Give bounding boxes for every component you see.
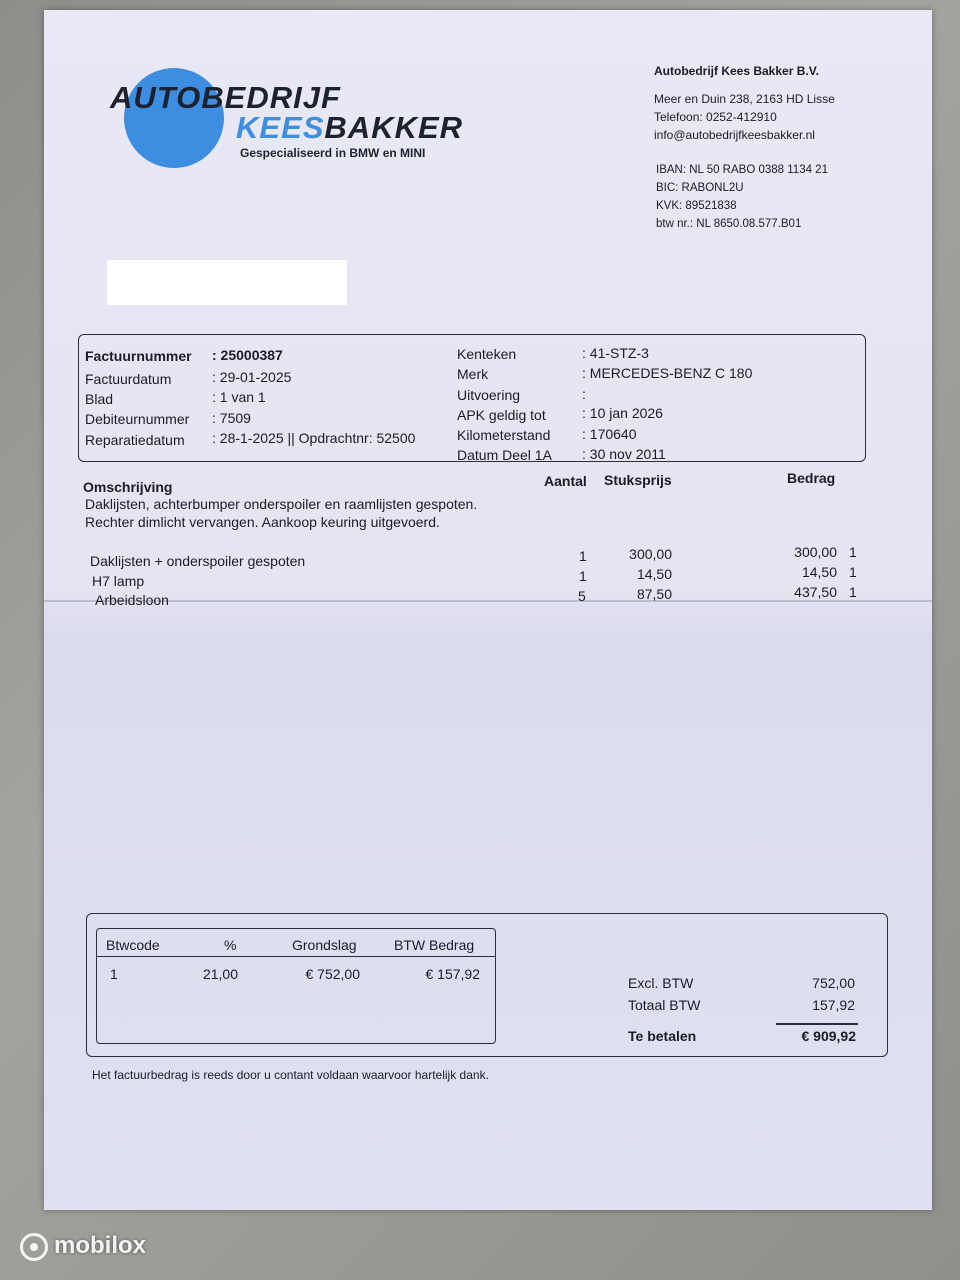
company-phone: Telefoon: 0252-412910 <box>654 110 777 124</box>
col-omschrijving: Omschrijving <box>83 479 173 495</box>
label-reparatiedatum: Reparatiedatum <box>85 432 185 448</box>
btw-header-grondslag: Grondslag <box>292 937 357 953</box>
label-apk: APK geldig tot <box>457 407 546 423</box>
btw-row-percent: 21,00 <box>202 966 238 982</box>
label-debiteurnummer: Debiteurnummer <box>85 411 190 427</box>
mobilox-text: mobilox <box>54 1232 147 1259</box>
label-uitvoering: Uitvoering <box>457 387 521 403</box>
total-excl-value: 752,00 <box>812 975 855 991</box>
total-sum-line <box>776 1023 858 1025</box>
btw-table-divider <box>96 956 496 957</box>
item-3-code: 1 <box>849 584 857 600</box>
company-email: info@autobedrijfkeesbakker.nl <box>654 128 815 142</box>
item-3-qty: 5 <box>578 588 586 604</box>
company-name: Autobedrijf Kees Bakker B.V. <box>654 64 819 78</box>
item-2-code: 1 <box>849 564 857 580</box>
company-kvk: KVK: 89521838 <box>656 200 737 212</box>
company-bic: BIC: RABONL2U <box>656 182 744 194</box>
value-blad: : 1 van 1 <box>212 389 266 405</box>
btw-row-grondslag: € 752,00 <box>305 966 360 982</box>
item-2-desc: H7 lamp <box>92 573 145 589</box>
total-btw-value: 157,92 <box>812 997 855 1013</box>
value-apk: : 10 jan 2026 <box>582 405 663 421</box>
value-reparatiedatum: : 28-1-2025 || Opdrachtnr: 52500 <box>212 430 416 446</box>
logo-bakker: BAKKER <box>324 110 464 145</box>
label-merk: Merk <box>457 366 489 382</box>
label-factuurdatum: Factuurdatum <box>85 371 172 387</box>
company-info <box>654 62 835 144</box>
label-blad: Blad <box>85 391 114 407</box>
bank-info <box>656 161 828 233</box>
value-merk: : MERCEDES-BENZ C 180 <box>582 365 753 381</box>
logo-autobedrijf: AUTOBEDRIJF <box>110 80 341 115</box>
item-3-desc: Arbeidsloon <box>95 592 169 608</box>
btw-header-percent: % <box>224 937 237 953</box>
item-2-price: 14,50 <box>636 566 672 582</box>
label-factuurnummer: Factuurnummer <box>85 348 192 364</box>
col-bedrag: Bedrag <box>787 470 836 486</box>
logo-tagline: Gespecialiseerd in BMW en MINI <box>240 146 426 160</box>
col-stuksprijs: Stuksprijs <box>604 472 672 488</box>
item-3-amount: 437,50 <box>794 584 837 600</box>
item-3-price: 87,50 <box>636 586 672 602</box>
btw-row-bedrag: € 157,92 <box>425 966 480 982</box>
logo-keesbakker <box>236 110 463 146</box>
company-iban: IBAN: NL 50 RABO 0388 1134 21 <box>656 164 828 176</box>
value-uitvoering: : <box>582 386 586 402</box>
logo-kees: KEES <box>236 110 325 145</box>
redacted-address <box>107 260 347 305</box>
item-1-amount: 300,00 <box>794 544 837 560</box>
total-btw-label: Totaal BTW <box>628 997 701 1013</box>
item-1-price: 300,00 <box>629 546 672 562</box>
company-address: Meer en Duin 238, 2163 HD Lisse <box>654 92 835 106</box>
item-2-qty: 1 <box>579 568 587 584</box>
item-1-qty: 1 <box>579 548 587 564</box>
label-kenteken: Kenteken <box>457 346 517 362</box>
value-kenteken: : 41-STZ-3 <box>582 345 649 361</box>
btw-row-code: 1 <box>110 966 118 982</box>
invoice-paper <box>44 10 932 1210</box>
item-2-amount: 14,50 <box>801 564 837 580</box>
footer-note: Het factuurbedrag is reeds door u contant voldaan waarvoor hartelijk dank. <box>92 1068 489 1082</box>
total-pay-value: € 909,92 <box>801 1028 856 1044</box>
label-kilometerstand: Kilometerstand <box>457 427 551 443</box>
label-datum-deel-1a: Datum Deel 1A <box>457 447 552 463</box>
total-pay-label: Te betalen <box>628 1028 697 1044</box>
item-1-code: 1 <box>849 544 857 560</box>
paper-fold <box>44 600 932 602</box>
value-factuurnummer: : 25000387 <box>212 347 283 363</box>
mobilox-logo-icon <box>20 1233 48 1261</box>
btw-header-code: Btwcode <box>106 937 160 953</box>
value-datum-deel-1a: : 30 nov 2011 <box>582 446 666 462</box>
value-kilometerstand: : 170640 <box>582 426 637 442</box>
description-line-2: Rechter dimlicht vervangen. Aankoop keuring uitgevoerd. <box>85 514 440 530</box>
value-debiteurnummer: : 7509 <box>212 410 251 426</box>
description-line-1: Daklijsten, achterbumper onderspoiler en raamlijsten gespoten. <box>85 496 478 512</box>
btw-header-bedrag: BTW Bedrag <box>394 937 475 953</box>
total-excl-label: Excl. BTW <box>628 975 694 991</box>
item-1-desc: Daklijsten + onderspoiler gespoten <box>90 553 306 569</box>
mobilox-watermark <box>20 1232 146 1261</box>
value-factuurdatum: : 29-01-2025 <box>212 369 292 385</box>
company-btw: btw nr.: NL 8650.08.577.B01 <box>656 218 802 230</box>
col-aantal: Aantal <box>544 473 587 489</box>
